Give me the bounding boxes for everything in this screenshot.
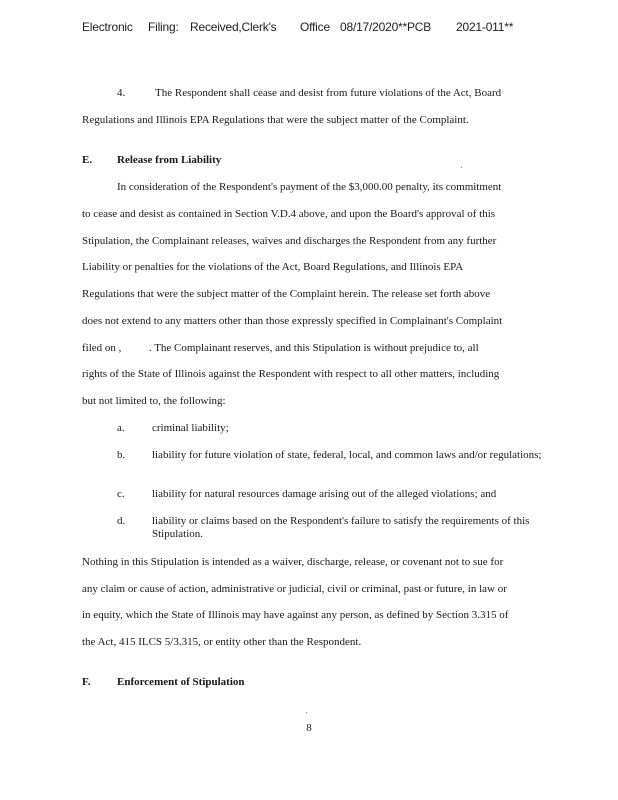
paragraph-number: 4.	[117, 87, 126, 99]
body-line: does not extend to any matters other than those expressly specified in Complainant's Complaint	[82, 315, 503, 327]
body-line: rights of the State of Illinois against the Respondent with respect to all other matters, including	[82, 368, 500, 380]
page-number: 8	[306, 722, 312, 734]
list-item-text: criminal liability;	[152, 422, 229, 434]
section-title: Release from Liability	[117, 154, 222, 166]
header-filing: Filing:	[148, 20, 179, 34]
body-line: filed on , . The Complainant reserves, and this Stipulation is without prejudice to, all	[82, 342, 479, 354]
body-line: to cease and desist as contained in Section V.D.4 above, and upon the Board's approval of this	[82, 208, 496, 220]
section-letter: E.	[82, 154, 93, 166]
body-line: Nothing in this Stipulation is intended as a waiver, discharge, release, or covenant not to sue for	[82, 556, 504, 568]
list-item-letter: b.	[117, 449, 126, 461]
list-item-text: liability for natural resources damage arising out of the alleged violations; and	[152, 488, 497, 500]
header-case-number: 2021-011**	[456, 20, 514, 34]
list-item-text: liability for future violation of state, federal, local, and common laws and/or regulations;	[152, 449, 542, 461]
filing-stamp-header	[82, 20, 522, 38]
body-line: but not limited to, the following:	[82, 395, 226, 407]
body-line: in equity, which the State of Illinois may have against any person, as defined by Section 3.315 of	[82, 609, 509, 621]
list-item-letter: d.	[117, 515, 126, 527]
body-line: the Act, 415 ILCS 5/3.315, or entity other than the Respondent.	[82, 636, 362, 648]
header-received: Received,Clerk's	[190, 20, 277, 34]
body-line: Stipulation, the Complainant releases, waives and discharges the Respondent from any further	[82, 235, 497, 247]
section-title: Enforcement of Stipulation	[117, 676, 245, 688]
scan-speck	[461, 167, 462, 168]
scan-speck	[306, 712, 307, 713]
header-electronic: Electronic	[82, 20, 133, 34]
paragraph-line: The Respondent shall cease and desist from future violations of the Act, Board	[155, 87, 502, 99]
header-date: 08/17/2020**PCB	[340, 20, 432, 34]
body-line: any claim or cause of action, administrative or judicial, civil or criminal, past or future, in law or	[82, 583, 507, 595]
list-item-letter: c.	[117, 488, 125, 500]
body-line: Liability or penalties for the violations of the Act, Board Regulations, and Illinois EPA	[82, 261, 464, 273]
body-line: In consideration of the Respondent's payment of the $3,000.00 penalty, its commitment	[117, 181, 502, 193]
body-line: Regulations that were the subject matter of the Complaint herein. The release set forth above	[82, 288, 491, 300]
paragraph-line: Regulations and Illinois EPA Regulations that were the subject matter of the Complaint.	[82, 114, 469, 126]
list-item-letter: a.	[117, 422, 125, 434]
section-letter: F.	[82, 676, 91, 688]
header-office: Office	[300, 20, 330, 34]
list-item-text: liability or claims based on the Respondent's failure to satisfy the requirements of this Stipulation.	[152, 515, 530, 540]
